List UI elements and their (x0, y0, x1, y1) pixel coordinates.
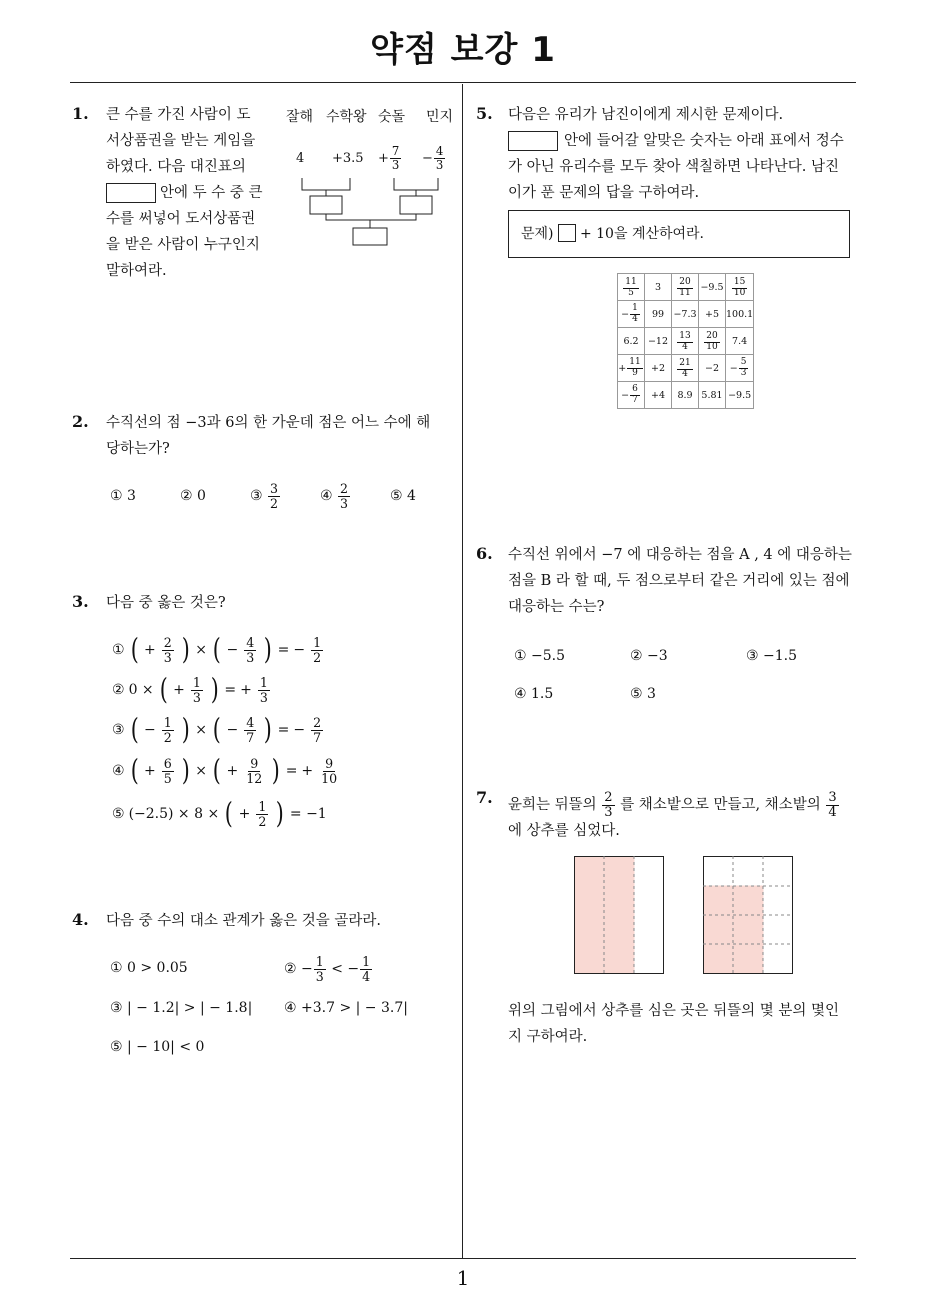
paren: ) (271, 753, 280, 788)
fraction (627, 358, 642, 378)
player-name: 민지 (426, 109, 454, 125)
q4-option-5[interactable]: ⑤ | − 10| < 0 (110, 1039, 205, 1055)
numerator: 9 (325, 756, 334, 772)
q4-option-1[interactable]: ① 0 > 0.05 (110, 960, 188, 976)
operator: = (285, 763, 298, 779)
q1-number: 1. (72, 104, 89, 123)
table-cell[interactable]: −12 (645, 328, 672, 355)
sign: − (621, 308, 630, 320)
fraction (309, 716, 325, 743)
q4-number: 4. (72, 910, 89, 929)
q1-line-text: 안에 두 수 중 큰 (160, 185, 263, 201)
q5-number: 5. (476, 104, 493, 123)
player-value: 4 (296, 150, 305, 166)
q5-line-text: 안에 들어갈 알맞은 숫자는 아래 표에서 정수 (564, 133, 844, 149)
q5-line: 이가 푼 문제의 답을 구하여라. (508, 185, 700, 201)
numerator: 20 (679, 277, 691, 288)
q2-option-2[interactable]: ② 0 (180, 488, 206, 504)
table-cell[interactable]: +4 (645, 382, 672, 409)
fraction (704, 332, 719, 352)
denominator: 7 (246, 729, 255, 745)
q6-line: 수직선 위에서 −7 에 대응하는 점을 A , 4 에 대응하는 (508, 547, 852, 563)
table-cell[interactable]: 8.9 (672, 382, 699, 409)
fraction (254, 800, 270, 827)
q3-text: 다음 중 옳은 것은? (106, 595, 226, 611)
q1-line (106, 180, 276, 206)
q5-line: 가 아닌 유리수를 모두 찾아 색칠하면 나타난다. 남진 (508, 159, 840, 175)
sign: + (238, 806, 251, 822)
denominator: 10 (706, 341, 718, 352)
q6-option-4[interactable]: ④ 1.5 (514, 686, 554, 702)
numerator: 1 (632, 303, 638, 314)
bracket-blank-final (353, 228, 387, 245)
paren: ( (224, 796, 233, 831)
q1-line: 을 받은 사람이 누구인지 (106, 237, 260, 253)
page-title: 약점 보강 1 (370, 30, 556, 70)
q3-number: 3. (72, 592, 89, 611)
option-marker: ④ (112, 763, 125, 779)
table-cell[interactable] (618, 382, 645, 409)
q3-option-2[interactable] (110, 670, 274, 710)
bottom-divider (70, 1258, 856, 1259)
numerator: 3 (828, 789, 837, 805)
fraction (338, 482, 350, 509)
paren: ) (181, 632, 190, 667)
fraction (390, 145, 401, 171)
denominator: 3 (246, 649, 255, 665)
numerator: 1 (315, 954, 324, 970)
numerator: 21 (679, 358, 691, 369)
table-cell[interactable] (618, 301, 645, 328)
q3-option-1[interactable] (110, 630, 327, 670)
denominator: 7 (313, 729, 322, 745)
denominator: 2 (258, 813, 267, 829)
numerator: 1 (362, 954, 371, 970)
q5-line: 다음은 유리가 남진이에게 제시한 문제이다. (508, 107, 784, 123)
fraction (602, 791, 614, 819)
table-cell[interactable]: +2 (645, 355, 672, 382)
sign: − (293, 722, 306, 738)
paren: ) (210, 672, 219, 707)
table-row (618, 382, 754, 409)
table-cell[interactable]: −2 (699, 355, 726, 382)
fraction (242, 757, 266, 784)
table-cell[interactable]: −7.3 (672, 301, 699, 328)
fraction (677, 332, 692, 352)
player-name: 잘해 (286, 109, 314, 125)
sign: − (226, 642, 239, 658)
table-row (618, 301, 754, 328)
table-cell[interactable]: −9.5 (726, 382, 754, 409)
fraction (242, 636, 258, 663)
q4-option-2[interactable] (284, 950, 373, 988)
sign: + (240, 682, 252, 698)
sign: − (422, 150, 433, 166)
numerator: 1 (163, 715, 172, 731)
q2-number: 2. (72, 412, 89, 431)
paren: ( (212, 753, 221, 788)
q2-text (106, 410, 462, 462)
operator: × (195, 722, 207, 738)
q7-text: 를 채소밭으로 만들고, 채소밭의 (620, 797, 821, 813)
fraction (160, 757, 176, 784)
q6-option-2[interactable]: ② −3 (630, 648, 668, 664)
q4-option-3[interactable]: ③ | − 1.2| > | − 1.8| (110, 1000, 253, 1016)
paren: ( (130, 712, 139, 747)
operator: × (195, 763, 207, 779)
numerator: 3 (270, 481, 279, 497)
sign: + (144, 763, 156, 779)
q6-line: 대응하는 수는? (508, 599, 605, 615)
answer-blank (508, 131, 558, 151)
denominator: 3 (391, 157, 400, 172)
fraction (242, 716, 258, 743)
numerator: 2 (313, 715, 322, 731)
sign: + (226, 763, 239, 779)
sign: − (621, 389, 630, 401)
operator: < (331, 961, 343, 977)
paren: ( (159, 672, 168, 707)
bracket-blank-2 (400, 196, 432, 214)
q7-line: 지 구하여라. (508, 1029, 588, 1045)
q7-text: 윤희는 뒤뜰의 (508, 797, 597, 813)
q6-number: 6. (476, 544, 493, 563)
answer-blank (106, 183, 156, 203)
q6-option-1[interactable]: ① −5.5 (514, 648, 565, 664)
bracket-blank-1 (310, 196, 342, 214)
denominator: 5 (628, 287, 634, 298)
fraction (256, 676, 272, 703)
fraction (630, 304, 640, 324)
q5-line (508, 128, 858, 154)
paren: ) (181, 753, 190, 788)
tournament-bracket (290, 176, 460, 248)
fraction (623, 278, 638, 298)
paren: ( (212, 712, 221, 747)
q6-line: 점을 B 라 할 때, 두 점으로부터 같은 거리에 있는 점에 (508, 573, 850, 589)
paren: ) (181, 712, 190, 747)
column-divider (462, 84, 463, 1258)
q2-option-3[interactable] (250, 478, 281, 514)
operator: × (195, 642, 207, 658)
denominator: 10 (321, 770, 338, 786)
operator: = (277, 642, 290, 658)
numerator: 13 (679, 331, 691, 342)
garden-diagram-1 (574, 856, 670, 976)
sign: + (173, 682, 185, 698)
denominator: 4 (828, 804, 837, 820)
fraction (189, 676, 205, 703)
table-row (618, 274, 754, 301)
table-cell[interactable]: 5.81 (699, 382, 726, 409)
table-cell[interactable] (699, 328, 726, 355)
fraction (630, 385, 640, 405)
expression: 0 × (128, 682, 154, 698)
option-marker: ① (112, 642, 125, 658)
table-cell[interactable]: 100.1 (726, 301, 754, 328)
sign: + (144, 642, 156, 658)
table-cell[interactable] (618, 274, 645, 301)
option-marker: ② (112, 682, 125, 698)
operator: = (224, 682, 237, 698)
denominator: 12 (246, 770, 263, 786)
garden-diagram-2 (703, 856, 799, 976)
q7-line-2: 에 상추를 심었다. (508, 823, 620, 839)
sign: + (618, 362, 627, 374)
fraction (360, 955, 372, 982)
denominator: 4 (632, 313, 638, 324)
denominator: 3 (192, 689, 201, 705)
problem-text: + 10을 계산하여라. (579, 226, 705, 242)
fraction (826, 791, 838, 819)
numerator: 15 (733, 277, 746, 288)
q4-text: 다음 중 수의 대소 관계가 옳은 것을 골라라. (106, 913, 381, 929)
q6-text (508, 542, 864, 620)
denominator: 3 (163, 649, 172, 665)
numerator: 4 (246, 715, 255, 731)
table-cell[interactable]: 3 (645, 274, 672, 301)
fraction (160, 636, 176, 663)
player-name: 숫돌 (378, 109, 406, 125)
q1-line: 서상품권을 받는 게임을 (106, 133, 256, 149)
denominator: 3 (740, 367, 747, 378)
denominator: 2 (270, 495, 279, 511)
fraction (732, 278, 747, 298)
fraction (434, 145, 445, 171)
fraction (268, 482, 280, 509)
denominator: 3 (604, 804, 613, 820)
q2-option-5[interactable]: ⑤ 4 (390, 488, 416, 504)
sign: + (378, 150, 389, 166)
q6-option-3[interactable]: ③ −1.5 (746, 648, 797, 664)
q2-line: 당하는가? (106, 441, 170, 457)
table-cell[interactable]: −9.5 (699, 274, 726, 301)
numerator: 6 (632, 384, 638, 395)
fraction (677, 359, 692, 379)
denominator: 4 (682, 341, 688, 352)
table-cell[interactable]: 6.2 (618, 328, 645, 355)
option-marker: ④ (320, 488, 333, 504)
table-cell[interactable] (726, 355, 754, 382)
fraction (317, 757, 341, 784)
numerator: 11 (625, 277, 637, 288)
numerator: 5 (740, 357, 747, 368)
paren: ) (263, 632, 272, 667)
numerator: 6 (163, 756, 172, 772)
option-marker: ③ (112, 722, 125, 738)
q1-line: 수를 써넣어 도서상품권 (106, 211, 256, 227)
sign: − (301, 961, 313, 977)
top-divider (70, 82, 856, 83)
table-cell[interactable] (672, 355, 699, 382)
numerator: 2 (340, 481, 349, 497)
q7-line: 위의 그림에서 상추를 심은 곳은 뒤뜰의 몇 분의 몇인 (508, 1003, 840, 1019)
q1-line: 큰 수를 가진 사람이 도 (106, 107, 251, 123)
q3-option-3[interactable] (110, 710, 327, 750)
fraction (739, 358, 749, 378)
q6-option-5[interactable]: ⑤ 3 (630, 686, 656, 702)
denominator: 4 (362, 968, 371, 984)
paren: ( (212, 632, 221, 667)
table-row (618, 355, 754, 382)
sign: + (301, 763, 314, 779)
denominator: 2 (163, 729, 172, 745)
q1-text (106, 102, 276, 284)
numerator: 2 (163, 635, 172, 651)
numerator: 7 (391, 144, 400, 159)
number-table (617, 273, 754, 409)
player-value: +3.5 (332, 150, 364, 166)
numerator: 9 (250, 756, 259, 772)
paren: ) (276, 796, 285, 831)
denominator: 11 (679, 287, 691, 298)
problem-box (508, 210, 850, 258)
table-cell[interactable]: 7.4 (726, 328, 754, 355)
q1-line: 하였다. 다음 대진표의 (106, 159, 246, 175)
paren: ) (263, 712, 272, 747)
paren: ( (130, 632, 139, 667)
page-number: 1 (456, 1266, 470, 1290)
table-cell[interactable] (672, 274, 699, 301)
table-cell[interactable] (672, 328, 699, 355)
fraction (314, 955, 326, 982)
denominator: 3 (315, 968, 324, 984)
table-cell[interactable] (726, 274, 754, 301)
expression: = −1 (289, 806, 327, 822)
sign: − (347, 961, 360, 977)
numerator: 11 (629, 357, 641, 368)
denominator: 9 (632, 367, 638, 378)
problem-label: 문제) (521, 226, 554, 242)
numerator: 1 (258, 799, 267, 815)
table-cell[interactable] (618, 355, 645, 382)
sign: − (293, 642, 306, 658)
denominator: 2 (313, 649, 322, 665)
q2-option-4[interactable] (320, 478, 351, 514)
denominator: 5 (163, 770, 172, 786)
option-marker: ⑤ (112, 806, 125, 822)
q3-option-4[interactable] (110, 750, 343, 792)
paren: ( (130, 753, 139, 788)
player-name: 수학왕 (326, 109, 367, 125)
q7-after-text (508, 998, 864, 1050)
player-value (378, 145, 402, 171)
q4-option-4[interactable]: ④ +3.7 > | − 3.7| (284, 1000, 408, 1016)
fraction (160, 716, 176, 743)
sign: − (226, 722, 239, 738)
player-value (422, 145, 446, 171)
q7-number: 7. (476, 788, 493, 807)
table-cell[interactable]: +5 (699, 301, 726, 328)
problem-blank (558, 224, 576, 242)
numerator: 1 (192, 675, 201, 691)
numerator: 1 (313, 635, 322, 651)
denominator: 10 (733, 287, 746, 298)
denominator: 7 (632, 394, 638, 405)
fraction (309, 636, 325, 663)
q2-line: 수직선의 점 −3과 6의 한 가운데 점은 어느 수에 해 (106, 415, 431, 431)
numerator: 20 (706, 331, 718, 342)
option-marker: ③ (250, 488, 263, 504)
q1-line: 말하여라. (106, 263, 167, 279)
problem-statement (521, 223, 704, 243)
q3-option-5[interactable] (110, 794, 329, 834)
sign: − (729, 362, 738, 374)
denominator: 3 (340, 495, 349, 511)
table-cell[interactable]: 99 (645, 301, 672, 328)
numerator: 4 (246, 635, 255, 651)
expression: (−2.5) × 8 × (128, 806, 220, 822)
q5-text (508, 102, 858, 206)
fraction (677, 278, 692, 298)
denominator: 3 (259, 689, 268, 705)
numerator: 2 (604, 789, 613, 805)
numerator: 4 (435, 144, 444, 159)
operator: = (277, 722, 290, 738)
sign: − (144, 722, 156, 738)
option-marker: ② (284, 961, 297, 977)
q2-option-1[interactable]: ① 3 (110, 488, 136, 504)
table-row (618, 328, 754, 355)
numerator: 1 (259, 675, 268, 691)
denominator: 4 (682, 368, 688, 379)
denominator: 3 (435, 157, 444, 172)
